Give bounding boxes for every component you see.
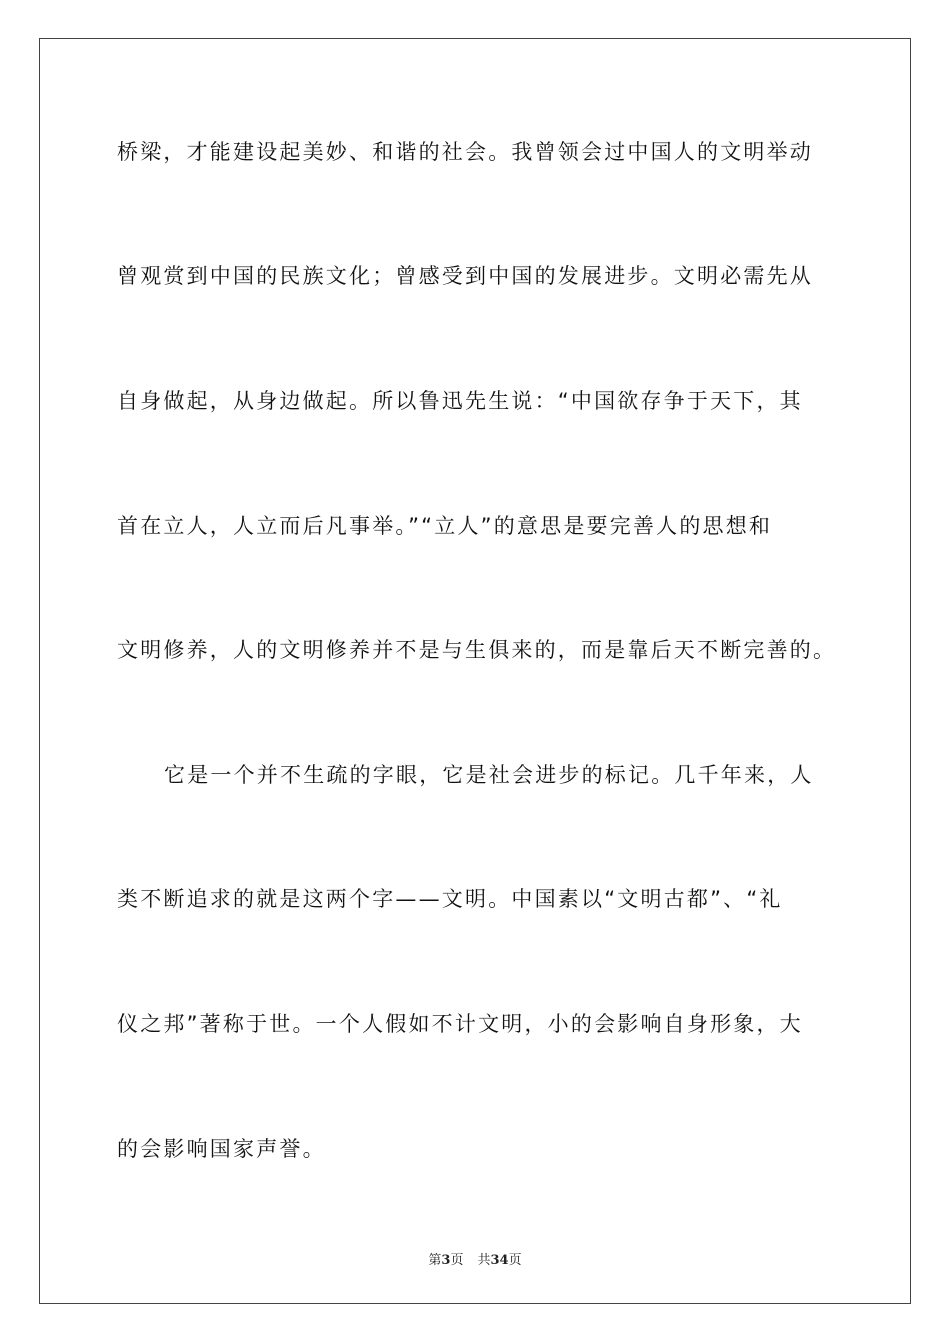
paragraph-line: 首在立人，人立而后凡事举。”“立人”的意思是要完善人的思想和 — [117, 514, 773, 538]
paragraph-line: 曾观赏到中国的民族文化；曾感受到中国的发展进步。文明必需先从 — [117, 264, 813, 288]
paragraph-first-line: 它是一个并不生疏的字眼，它是社会进步的标记。几千年来，人 — [164, 763, 814, 787]
paragraph-line: 桥梁，才能建设起美妙、和谐的社会。我曾领会过中国人的文明举动 — [117, 140, 813, 164]
paragraph-line: 的会影响国家声誉。 — [117, 1137, 326, 1161]
current-page-number: 3 — [441, 1253, 451, 1268]
total-pages-label: 共34页 — [477, 1253, 522, 1268]
paragraph-line: 文明修养，人的文明修养并不是与生俱来的，而是靠后天不断完善的。 — [117, 638, 837, 662]
paragraph-line: 自身做起，从身边做起。所以鲁迅先生说：“中国欲存争于天下，其 — [117, 389, 803, 413]
total-pages-number: 34 — [490, 1253, 509, 1268]
paragraph-line: 仪之邦”著称于世。一个人假如不计文明，小的会影响自身形象，大 — [117, 1012, 803, 1036]
page-border — [39, 38, 911, 1304]
page-footer — [0, 1249, 950, 1268]
page-label: 第3页 — [428, 1253, 464, 1268]
paragraph-line: 类不断追求的就是这两个字——文明。中国素以“文明古都”、“礼 — [117, 887, 783, 911]
